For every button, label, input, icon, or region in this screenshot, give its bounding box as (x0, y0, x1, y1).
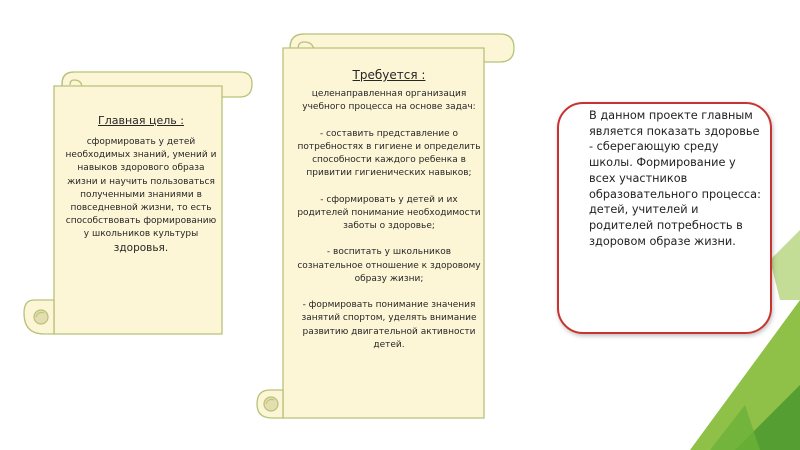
scroll-middle-content (296, 68, 482, 352)
main-goal-text (62, 136, 220, 256)
main-goal-body: сформировать у детей необходимых знаний, умений и навыков здорового образа жизни и научить пользоваться полученными знаниями в повседневной жизни, то есть способствовать формированию у школьников культуры (65, 137, 217, 240)
main-goal-heading: Главная цель : (98, 114, 184, 127)
main-goal-last-word: здоровья. (113, 241, 169, 254)
green-triangle-mid (770, 230, 800, 300)
project-callout-text: В данном проекте главным является показать здоровье - сберегающую среду школы. Формирование у всех участников образовательного процесса: детей, учителей и родителей потребность в здоровом образе жизни. (589, 109, 761, 248)
required-heading: Требуется : (352, 68, 426, 82)
scroll-left-content (62, 114, 220, 256)
project-callout (557, 102, 772, 334)
required-text: целенаправленная организация учебного процесса на основе задач: - составить представление о потребностях в гигиене и определить способности каждого ребенка в привитии гигиенических навыков; - сформировать у детей и их родителей понимание необходимости заботы о здоровье; - воспитать у школьников сознательное отношение к здоровому образу жизни; - формировать понимание значения занятий спортом, уделять внимание развитию двигательной активности детей. (297, 89, 481, 350)
